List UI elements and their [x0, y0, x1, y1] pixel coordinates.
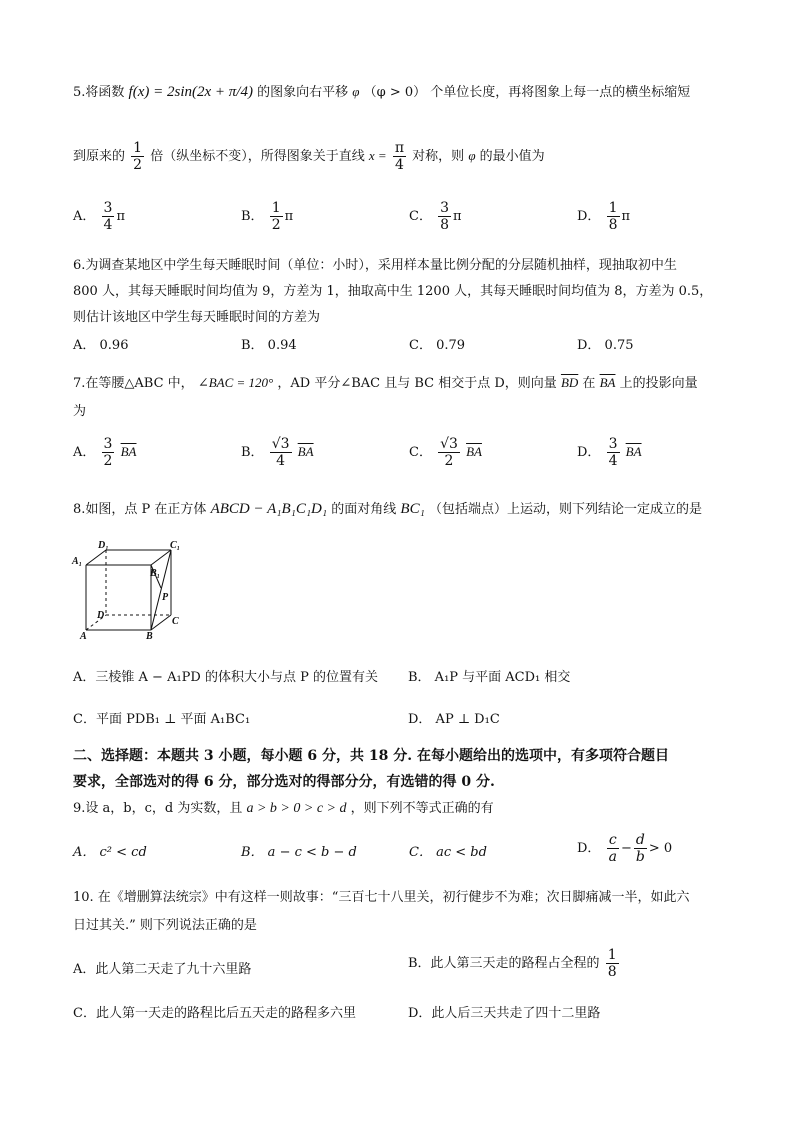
q5-half-fraction: $\frac{1}{2}$	[133, 140, 143, 173]
label-c1: C₁	[170, 540, 181, 551]
q10-line1: 10. 在《增删算法统宗》中有这样一则故事：“三百七十八里关，初行健步不为难；次日脚痛减一半，如此六	[73, 890, 690, 905]
cube-figure	[70, 538, 190, 643]
q5-line2: 到原来的 $\frac{1}{2}$ 倍（纵坐标不变），所得图象关于直线 x = $\frac{\pi}{4}$ 对称，则 φ 的最小值为	[73, 140, 545, 173]
section-2-heading-line1: 二、选择题：本题共 3 小题，每小题 6 分，共 18 分. 在每小题给出的选项中，有多项符合题目	[73, 748, 669, 764]
label-a1: A₁	[72, 556, 83, 567]
q6-option-c: C． 0.79	[409, 338, 466, 353]
q7-option-c: C． $\frac{√3}{2}$ $\overline{BA}$	[409, 436, 482, 469]
q10-option-d: D．此人后三天共走了四十二里路	[408, 1006, 601, 1021]
q9-stem: 9.设 a，b，c，d 为实数，且 a > b > 0 > c > d ，则下列不等式正确的有	[73, 801, 494, 816]
label-b: B	[146, 631, 153, 642]
q8-stem: 8.如图，点 P 在正方体 ABCD − A₁B₁C₁D₁ 的面对角线 BC₁ （包括端点）上运动，则下列结论一定成立的是	[73, 501, 702, 517]
q6-line2: 800 人，其每天睡眠时间均值为 9，方差为 1，抽取高中生 1200 人，其每天睡眠时间均值为 8，方差为 0.5，	[73, 284, 713, 299]
q8-option-b: B． A₁P 与平面 ACD₁ 相交	[408, 670, 571, 685]
q9-option-b: B． a − c < b − d	[241, 845, 357, 860]
q7-option-a: A． $\frac{3}{2}$ $\overline{BA}$	[73, 436, 137, 469]
q9-option-d: D． $\frac{c}{a}$ − $\frac{d}{b}$ > 0	[577, 832, 673, 865]
q7-option-b: B． $\frac{√3}{4}$ $\overline{BA}$	[241, 436, 314, 469]
label-c: C	[172, 616, 179, 627]
q5-pi-fraction: $\frac{\pi}{4}$	[394, 140, 405, 173]
q6-line3: 则估计该地区中学生每天睡眠时间的方差为	[73, 310, 321, 325]
q9-option-c: C． ac < bd	[409, 845, 487, 860]
label-d: D	[97, 610, 105, 621]
q5-option-b: B． $\frac{1}{2}$ π	[241, 200, 294, 233]
q8-option-c: C．平面 PDB₁ ⊥ 平面 A₁BC₁	[73, 712, 251, 727]
q5-option-a: A． $\frac{3}{4}$ π	[73, 200, 125, 233]
q7-line2: 为	[73, 404, 87, 419]
diagonal-b-c1	[151, 550, 171, 630]
q5-option-c: C． $\frac{3}{8}$ π	[409, 200, 462, 233]
q5-func-expr: f(x) = 2sin(2x + π/4)	[128, 84, 253, 100]
label-a: A	[80, 631, 87, 642]
q5-line1: 5.将函数 f(x) = 2sin(2x + π/4) 的图象向右平移 φ （φ > 0） 个单位长度，再将图象上每一点的横坐标缩短	[73, 84, 691, 100]
edge-a1-d1	[86, 550, 106, 565]
q7-option-d: D． $\frac{3}{4}$ $\overline{BA}$	[577, 436, 642, 469]
section-2-heading-line2: 要求，全部选对的得 6 分，部分选对的得部分分，有选错的得 0 分.	[73, 774, 495, 790]
q6-option-b: B． 0.94	[241, 338, 297, 353]
q7-line1: 7.在等腰△ABC 中， ∠BAC = 120° ，AD 平分∠BAC 且与 BC 相交于点 D，则向量 $\overline{BD}$ 在 $\overline{BA}$ 上的投影向量	[73, 375, 698, 391]
q10-line2: 日过其关.” 则下列说法正确的是	[73, 918, 257, 933]
q6-line1: 6.为调查某地区中学生每天睡眠时间（单位：小时），采用样本量比例分配的分层随机抽样，现抽取初中生	[73, 258, 677, 273]
q8-option-d: D． AP ⊥ D₁C	[408, 712, 500, 727]
label-p: P	[162, 592, 169, 603]
q6-option-d: D． 0.75	[577, 338, 634, 353]
label-d1: D₁	[98, 540, 109, 551]
q9-option-a: A． c² < cd	[73, 845, 147, 860]
label-b1: B₁	[150, 568, 161, 579]
q10-option-a: A．此人第二天走了九十六里路	[73, 962, 252, 977]
q10-option-b: B．此人第三天走的路程占全程的 $\frac{1}{8}$	[408, 947, 617, 980]
q8-option-a: A．三棱锥 A − A₁PD 的体积大小与点 P 的位置有关	[73, 670, 378, 685]
q6-option-a: A． 0.96	[73, 338, 129, 353]
q10-option-c: C．此人第一天走的路程比后五天走的路程多六里	[73, 1006, 356, 1021]
q5-option-d: D． $\frac{1}{8}$ π	[577, 200, 631, 233]
